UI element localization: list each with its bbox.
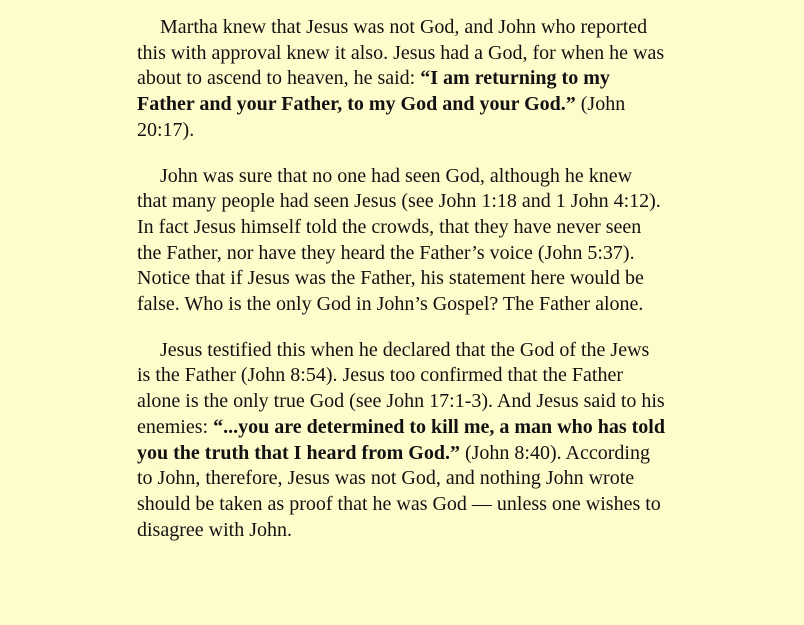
paragraph-2-text: John was sure that no one had seen God, although he knew that many people had seen Jesus (see John 1:18 and 1 John 4:12). In fact Jesus himself told the crowds, that they have never seen the Father, nor have they heard the Father’s voice (John 5:37). Notice that if Jesus was the Father, his statement here would be false. Who is the only God in John’s Gospel? The Father alone. [137, 164, 661, 316]
quote-john-8-40: “...you are determined to kill me, a man who has told you the truth that I heard from God.” [137, 415, 665, 464]
paragraph-3 [137, 338, 667, 544]
text-column [137, 15, 667, 543]
paragraph-2 [137, 164, 667, 318]
paragraph-1-text-a: Martha knew that Jesus was not God, and John who reported this with approval knew it also. Jesus had a God, for when he was about to ascend to heaven, he said: [137, 16, 665, 90]
paragraph-3-text-b: (John 8:40). According to John, therefore, Jesus was not God, and nothing John wrote should be taken as proof that he was God — unless one wishes to disagree with John. [137, 441, 661, 541]
paragraph-1-text-b: (John 20:17). [137, 93, 626, 141]
paragraph-1 [137, 15, 667, 144]
paragraph-3-text-a: Jesus testified this when he declared that the God of the Jews is the Father (John 8:54). Jesus too confirmed that the Father alone is the only true God (see John 17:1-3). And Jesus said to his enemies: [137, 338, 665, 438]
quote-john-20-17: “I am returning to my Father and your Father, to my God and your God.” [137, 67, 610, 116]
